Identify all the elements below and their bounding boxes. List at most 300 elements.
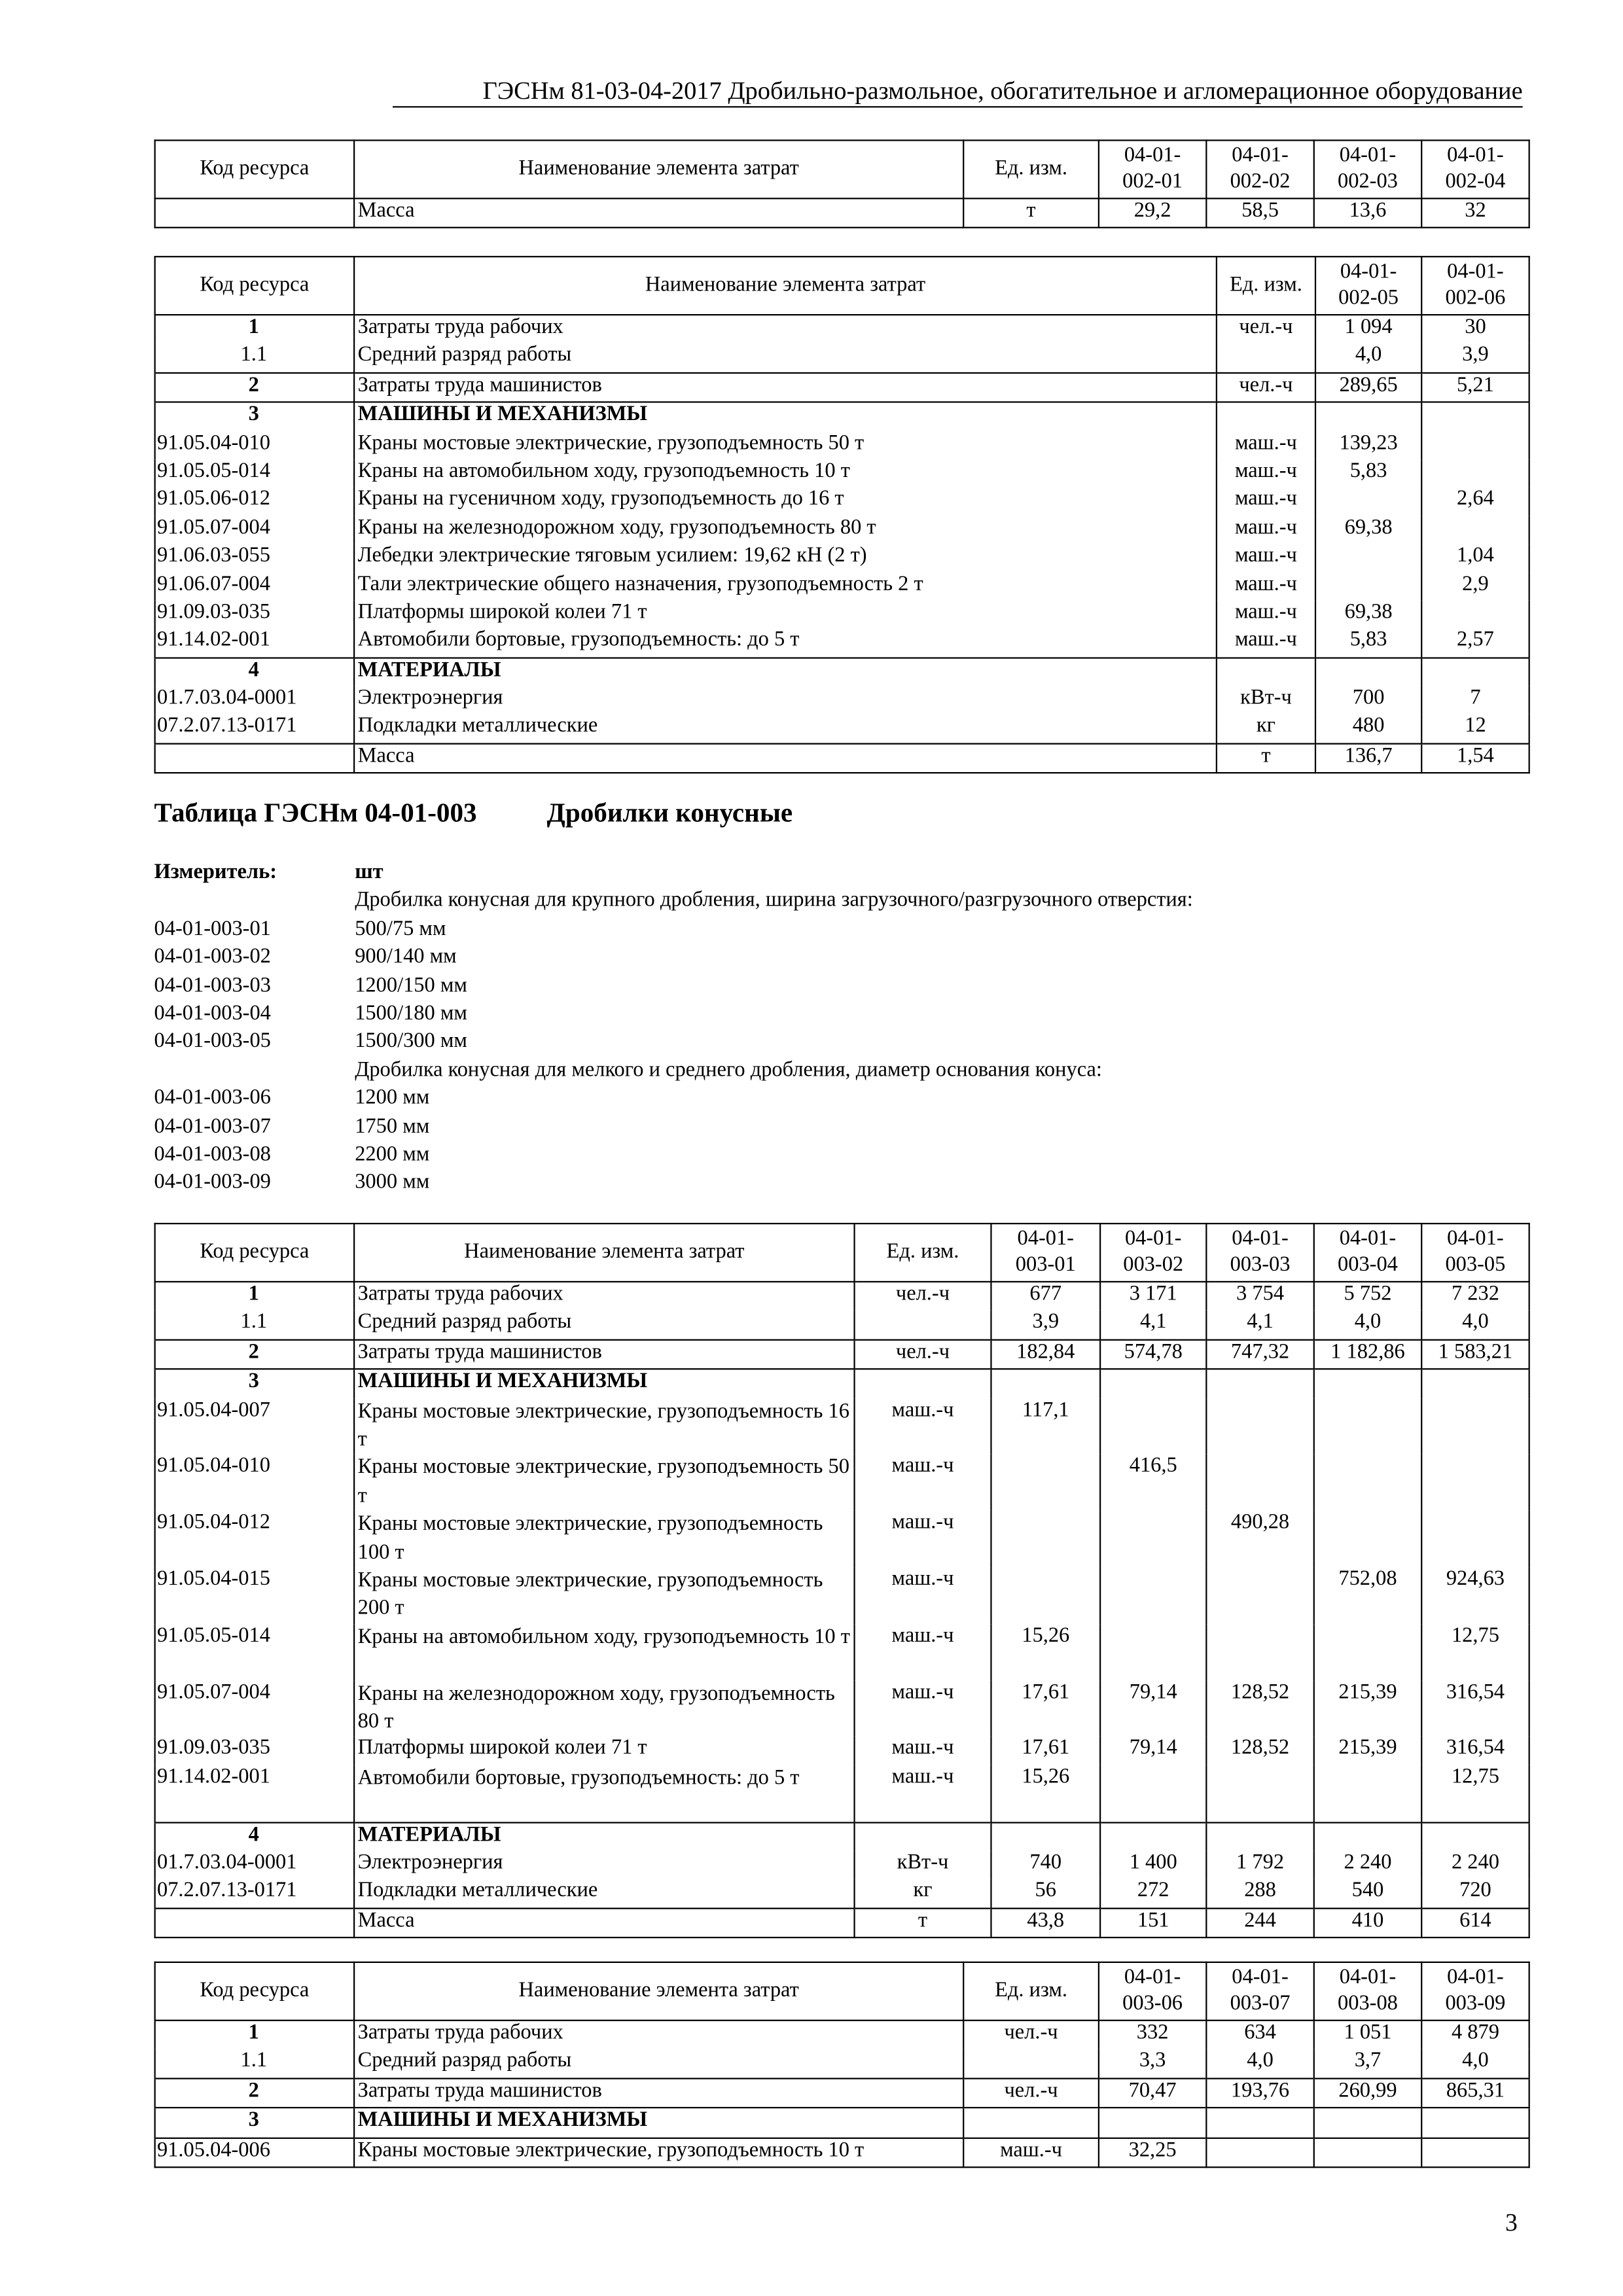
norm-value [991, 1369, 1100, 1398]
table-row [155, 1879, 1529, 1908]
norm-value: 272 [1100, 1879, 1206, 1908]
norm-value: 5,83 [1315, 459, 1421, 487]
resource-unit: маш.-ч [1217, 459, 1315, 487]
norm-description: 1200 мм [355, 1086, 430, 1110]
resource-code: 91.06.07-004 [155, 572, 354, 600]
norm-description: 1500/300 мм [355, 1030, 467, 1053]
norm-value [1315, 544, 1421, 572]
norm-value: 614 [1421, 1908, 1529, 1937]
table-row [155, 2078, 1529, 2108]
norm-value: 182,84 [991, 1339, 1100, 1369]
resource-code: 91.05.07-004 [155, 516, 354, 544]
norm-value: 43,8 [991, 1908, 1100, 1937]
resource-unit: кВт-ч [1217, 686, 1315, 715]
norm-value: 70,47 [1099, 2078, 1206, 2108]
resource-unit [1217, 402, 1315, 431]
norm-value: 1 182,86 [1314, 1339, 1421, 1369]
resource-unit: чел.-ч [963, 2078, 1099, 2108]
norm-value: 139,23 [1315, 431, 1421, 459]
header-norm-code: 04-01- 003-02 [1100, 1224, 1206, 1282]
norm-value: 540 [1314, 1879, 1421, 1908]
resource-unit [1217, 658, 1315, 686]
header-name: Наименование элемента затрат [354, 256, 1217, 315]
resource-code: 91.14.02-001 [155, 629, 354, 658]
norm-value [1421, 1398, 1529, 1455]
norm-value [1314, 1822, 1421, 1851]
resource-code: 91.05.05-014 [155, 1624, 354, 1680]
table-row [155, 686, 1529, 715]
resource-code: 3 [155, 402, 354, 431]
norm-value: 3 171 [1100, 1282, 1206, 1311]
norm-value: 5,21 [1421, 373, 1529, 402]
resource-unit [855, 1822, 991, 1851]
norm-value [991, 1511, 1100, 1567]
norm-value: 634 [1206, 2021, 1313, 2049]
norm-value [1421, 2108, 1529, 2137]
norm-value: 215,39 [1314, 1680, 1421, 1737]
norm-value [1421, 658, 1529, 686]
header-norm-code: 04-01- 002-03 [1314, 140, 1421, 198]
table-row [155, 1339, 1529, 1369]
resource-name: Подкладки металлические [354, 715, 1217, 743]
resource-code: 2 [155, 2078, 354, 2108]
resource-code: 1.1 [155, 344, 354, 372]
header-norm-code: 04-01- 003-01 [991, 1224, 1100, 1282]
resource-code: 91.05.04-015 [155, 1568, 354, 1624]
table-row [155, 459, 1529, 487]
norm-value: 4,0 [1421, 1311, 1529, 1339]
header-code: Код ресурса [155, 256, 354, 315]
norm-code: 04-01-003-09 [154, 1171, 271, 1195]
table-row [155, 1311, 1529, 1339]
norm-value: 260,99 [1314, 2078, 1421, 2108]
resource-unit: т [1217, 743, 1315, 773]
running-header: ГЭСНм 81-03-04-2017 Дробильно-размольное, обогатительное и агломерационное оборудование [482, 77, 1523, 105]
norm-description: 500/75 мм [355, 917, 446, 941]
resource-name: Затраты труда рабочих [354, 2021, 963, 2049]
norm-value: 69,38 [1315, 601, 1421, 629]
resource-code: 91.05.04-010 [155, 431, 354, 459]
norm-value [1421, 1369, 1529, 1398]
header-norm-code: 04-01- 003-07 [1206, 1962, 1313, 2021]
table-row [155, 1568, 1529, 1624]
norm-value: 332 [1099, 2021, 1206, 2049]
resource-name: МАШИНЫ И МЕХАНИЗМЫ [354, 402, 1217, 431]
norm-value: 117,1 [991, 1398, 1100, 1455]
resource-name: Затраты труда рабочих [354, 315, 1217, 344]
resource-unit: маш.-ч [855, 1737, 991, 1765]
norm-value: 1 094 [1315, 315, 1421, 344]
norm-value: 3,7 [1314, 2049, 1421, 2078]
norm-value [1314, 2108, 1421, 2137]
resource-unit [1217, 344, 1315, 372]
resource-code: 3 [155, 2108, 354, 2137]
norm-value: 4,1 [1206, 1311, 1313, 1339]
norm-value: 752,08 [1314, 1568, 1421, 1624]
resource-name: Автомобили бортовые, грузоподъемность: до 5 т [354, 1765, 854, 1822]
norm-value: 316,54 [1421, 1737, 1529, 1765]
measure-label: Измеритель: [154, 860, 277, 885]
norm-value [1206, 1822, 1313, 1851]
norm-value [1421, 1455, 1529, 1511]
resource-name: Краны на железнодорожном ходу, грузоподъемность 80 т [354, 516, 1217, 544]
resource-unit: маш.-ч [855, 1568, 991, 1624]
resource-unit: маш.-ч [855, 1398, 991, 1455]
header-norm-code: 04-01- 002-05 [1315, 256, 1421, 315]
resource-unit: маш.-ч [855, 1680, 991, 1737]
resource-code: 1.1 [155, 1311, 354, 1339]
norm-value: 1,54 [1421, 743, 1529, 773]
norm-value: 747,32 [1206, 1339, 1313, 1369]
resource-code: 91.05.04-006 [155, 2138, 354, 2167]
norm-description: 1200/150 мм [355, 973, 467, 997]
resource-code: 91.14.02-001 [155, 1765, 354, 1822]
table-row [155, 658, 1529, 686]
table-row [155, 1511, 1529, 1567]
resource-code: 1 [155, 2021, 354, 2049]
norm-value [1100, 1398, 1206, 1455]
norm-value: 79,14 [1100, 1737, 1206, 1765]
norm-value: 416,5 [1100, 1455, 1206, 1511]
table-row [155, 601, 1529, 629]
resource-name: МАТЕРИАЛЫ [354, 1822, 854, 1851]
norm-value [1206, 2108, 1313, 2137]
resource-code: 91.05.07-004 [155, 1680, 354, 1737]
norm-value: 69,38 [1315, 516, 1421, 544]
resource-table-003-06-09 [154, 1962, 1530, 2168]
table-row [155, 516, 1529, 544]
norm-value [1100, 1624, 1206, 1680]
resource-name: Тали электрические общего назначения, грузоподъемность 2 т [354, 572, 1217, 600]
resource-code: 07.2.07.13-0171 [155, 1879, 354, 1908]
norm-value: 3,9 [1421, 344, 1529, 372]
table-row [155, 431, 1529, 459]
norm-value: 7 232 [1421, 1282, 1529, 1311]
resource-unit [855, 1311, 991, 1339]
norm-value: 15,26 [991, 1624, 1100, 1680]
norm-value [1100, 1822, 1206, 1851]
resource-code: 91.06.03-055 [155, 544, 354, 572]
norm-value: 410 [1314, 1908, 1421, 1937]
norm-value: 32,25 [1099, 2138, 1206, 2167]
resource-table-003-01-05 [154, 1223, 1530, 1939]
resource-unit: маш.-ч [855, 1765, 991, 1822]
table-number: Таблица ГЭСНм 04-01-003 [154, 800, 477, 829]
resource-unit: маш.-ч [1217, 431, 1315, 459]
resource-name: МАШИНЫ И МЕХАНИЗМЫ [354, 1369, 854, 1398]
norm-value [1206, 1455, 1313, 1511]
table-row [155, 1680, 1529, 1737]
resource-code: 1.1 [155, 2049, 354, 2078]
table-row [155, 1737, 1529, 1765]
resource-name: Краны мостовые электрические, грузоподъемность 200 т [354, 1568, 854, 1624]
resource-code: 91.05.04-012 [155, 1511, 354, 1567]
resource-name: Средний разряд работы [354, 2049, 963, 2078]
norm-value: 574,78 [1100, 1339, 1206, 1369]
resource-name: Краны мостовые электрические, грузоподъемность 100 т [354, 1511, 854, 1567]
resource-code: 4 [155, 1822, 354, 1851]
resource-name: Средний разряд работы [354, 344, 1217, 372]
norm-code: 04-01-003-01 [154, 917, 271, 941]
norm-code: 04-01-003-05 [154, 1030, 271, 1053]
table-row [155, 743, 1529, 773]
norm-code: 04-01-003-07 [154, 1114, 271, 1138]
norm-value [1100, 1568, 1206, 1624]
norm-value [1421, 2138, 1529, 2167]
norm-value: 128,52 [1206, 1680, 1313, 1737]
header-code: Код ресурса [155, 1224, 354, 1282]
norm-value: 2 240 [1421, 1851, 1529, 1879]
norm-value: 2,64 [1421, 487, 1529, 516]
table-row [155, 2049, 1529, 2078]
table-row [155, 1851, 1529, 1879]
norm-value [1421, 601, 1529, 629]
norm-value [1314, 2138, 1421, 2167]
resource-unit: чел.-ч [855, 1282, 991, 1311]
norm-value: 480 [1315, 715, 1421, 743]
norm-value: 12 [1421, 715, 1529, 743]
table-name: Дробилки конусные [546, 800, 793, 829]
norm-value: 289,65 [1315, 373, 1421, 402]
resource-unit [855, 1369, 991, 1398]
norm-value: 288 [1206, 1879, 1313, 1908]
norm-description: 1750 мм [355, 1114, 430, 1138]
resource-unit: чел.-ч [963, 2021, 1099, 2049]
resource-table-002-01-04 [154, 139, 1530, 228]
norm-value: 490,28 [1206, 1511, 1313, 1567]
header-code: Код ресурса [155, 1962, 354, 2021]
resource-code: 91.05.05-014 [155, 459, 354, 487]
resource-unit: кг [855, 1879, 991, 1908]
norm-value: 1 400 [1100, 1851, 1206, 1879]
resource-code: 07.2.07.13-0171 [155, 715, 354, 743]
norm-description: 3000 мм [355, 1171, 430, 1195]
resource-unit: т [963, 198, 1099, 228]
norm-value: 5 752 [1314, 1282, 1421, 1311]
resource-code: 4 [155, 658, 354, 686]
resource-name: Средний разряд работы [354, 1311, 854, 1339]
norm-value [1421, 431, 1529, 459]
norm-value: 2,9 [1421, 572, 1529, 600]
table-row [155, 1282, 1529, 1311]
resource-code: 91.09.03-035 [155, 601, 354, 629]
resource-unit: чел.-ч [1217, 315, 1315, 344]
resource-name: Электроэнергия [354, 686, 1217, 715]
resource-unit: маш.-ч [1217, 487, 1315, 516]
norm-value: 32 [1421, 198, 1529, 228]
norm-code: 04-01-003-03 [154, 973, 271, 997]
norm-value: 30 [1421, 315, 1529, 344]
norm-value: 700 [1315, 686, 1421, 715]
header-norm-code: 04-01- 003-03 [1206, 1224, 1313, 1282]
resource-code: 2 [155, 1339, 354, 1369]
table-title [154, 800, 793, 829]
resource-code: 91.05.04-010 [155, 1455, 354, 1511]
norm-value: 17,61 [991, 1737, 1100, 1765]
resource-unit: маш.-ч [855, 1455, 991, 1511]
norm-value: 4,1 [1100, 1311, 1206, 1339]
resource-code [155, 743, 354, 773]
resource-unit: маш.-ч [855, 1511, 991, 1567]
norm-value [1099, 2108, 1206, 2137]
resource-name: Платформы широкой колеи 71 т [354, 1737, 854, 1765]
resource-name: Затраты труда машинистов [354, 373, 1217, 402]
norm-value: 12,75 [1421, 1765, 1529, 1822]
norm-description: 2200 мм [355, 1142, 430, 1167]
resource-name: Краны на автомобильном ходу, грузоподъемность 10 т [354, 459, 1217, 487]
norm-description: Дробилка конусная для крупного дробления, ширина загрузочного/разгрузочного отверстия: [355, 889, 1193, 913]
norm-value: 136,7 [1315, 743, 1421, 773]
norm-value: 316,54 [1421, 1680, 1529, 1737]
norm-value: 193,76 [1206, 2078, 1313, 2108]
table-row [155, 402, 1529, 431]
norm-value [1100, 1369, 1206, 1398]
norm-value [1206, 1765, 1313, 1822]
table-header-row [155, 256, 1529, 315]
table-row [155, 2138, 1529, 2167]
resource-name: Краны на гусеничном ходу, грузоподъемность до 16 т [354, 487, 1217, 516]
resource-name: Краны на железнодорожном ходу, грузоподъемность 80 т [354, 1680, 854, 1737]
table-row [155, 715, 1529, 743]
norm-value: 4,0 [1314, 1311, 1421, 1339]
header-norm-code: 04-01- 003-08 [1314, 1962, 1421, 2021]
table-row [155, 1398, 1529, 1455]
resource-name: Затраты труда рабочих [354, 1282, 854, 1311]
norm-code: 04-01-003-08 [154, 1142, 271, 1167]
norm-value [1206, 1398, 1313, 1455]
norm-value: 17,61 [991, 1680, 1100, 1737]
norm-value: 1 583,21 [1421, 1339, 1529, 1369]
table-row [155, 344, 1529, 372]
norm-value: 15,26 [991, 1765, 1100, 1822]
header-norm-code: 04-01- 002-04 [1421, 140, 1529, 198]
resource-name: Затраты труда машинистов [354, 1339, 854, 1369]
norm-value: 12,75 [1421, 1624, 1529, 1680]
norm-code: 04-01-003-02 [154, 945, 271, 969]
norm-value: 4 879 [1421, 2021, 1529, 2049]
norm-value [991, 1455, 1100, 1511]
table-row [155, 629, 1529, 658]
norm-value [1421, 402, 1529, 431]
norm-value [1421, 516, 1529, 544]
norm-value: 3,3 [1099, 2049, 1206, 2078]
resource-code: 01.7.03.04-0001 [155, 686, 354, 715]
resource-unit: чел.-ч [855, 1339, 991, 1369]
norm-value: 13,6 [1314, 198, 1421, 228]
header-norm-code: 04-01- 002-06 [1421, 256, 1529, 315]
resource-name: Подкладки металлические [354, 1879, 854, 1908]
norm-value [1421, 1511, 1529, 1567]
resource-table-002-05-06 [154, 256, 1530, 774]
header-unit: Ед. изм. [855, 1224, 991, 1282]
norm-description: 900/140 мм [355, 945, 457, 969]
norm-value [1206, 2138, 1313, 2167]
norm-value [1314, 1455, 1421, 1511]
resource-code: 91.05.06-012 [155, 487, 354, 516]
resource-code [155, 198, 354, 228]
norm-value: 677 [991, 1282, 1100, 1311]
resource-name: Краны мостовые электрические, грузоподъемность 50 т [354, 431, 1217, 459]
resource-unit [963, 2049, 1099, 2078]
resource-code [155, 1908, 354, 1937]
header-norm-code: 04-01- 003-06 [1099, 1962, 1206, 2021]
table-row [155, 544, 1529, 572]
norm-value [1314, 1398, 1421, 1455]
table-header-row [155, 1962, 1529, 2021]
norm-value [1314, 1624, 1421, 1680]
norm-value [1314, 1765, 1421, 1822]
resource-unit: маш.-ч [1217, 544, 1315, 572]
header-rule [393, 106, 1523, 107]
norm-value: 29,2 [1099, 198, 1206, 228]
norm-value: 128,52 [1206, 1737, 1313, 1765]
norm-value [1315, 572, 1421, 600]
table-row [155, 1369, 1529, 1398]
norm-value: 740 [991, 1851, 1100, 1879]
resource-unit: маш.-ч [1217, 516, 1315, 544]
resource-unit: т [855, 1908, 991, 1937]
norm-value: 7 [1421, 686, 1529, 715]
table-row [155, 1624, 1529, 1680]
norm-value: 79,14 [1100, 1680, 1206, 1737]
measure-unit: шт [355, 860, 383, 885]
header-norm-code: 04-01- 003-05 [1421, 1224, 1529, 1282]
norm-value: 244 [1206, 1908, 1313, 1937]
norm-value: 720 [1421, 1879, 1529, 1908]
table-row [155, 1908, 1529, 1937]
norm-code: 04-01-003-06 [154, 1086, 271, 1110]
resource-unit: кВт-ч [855, 1851, 991, 1879]
resource-name: Автомобили бортовые, грузоподъемность: до 5 т [354, 629, 1217, 658]
header-unit: Ед. изм. [963, 140, 1099, 198]
norm-value: 4,0 [1206, 2049, 1313, 2078]
table-row [155, 572, 1529, 600]
resource-name: Масса [354, 743, 1217, 773]
page-number: 3 [1505, 2208, 1518, 2236]
resource-code: 91.09.03-035 [155, 1737, 354, 1765]
resource-unit [963, 2108, 1099, 2137]
resource-name: Затраты труда машинистов [354, 2078, 963, 2108]
table-row [155, 1455, 1529, 1511]
resource-code: 2 [155, 373, 354, 402]
norm-value [1314, 1511, 1421, 1567]
resource-code: 1 [155, 315, 354, 344]
header-norm-code: 04-01- 003-04 [1314, 1224, 1421, 1282]
norm-value [991, 1822, 1100, 1851]
header-norm-code: 04-01- 002-02 [1206, 140, 1313, 198]
norm-value: 924,63 [1421, 1568, 1529, 1624]
norm-value: 4,0 [1421, 2049, 1529, 2078]
table-row [155, 2108, 1529, 2137]
header-code: Код ресурса [155, 140, 354, 198]
norm-value: 215,39 [1314, 1737, 1421, 1765]
norm-value [1314, 1369, 1421, 1398]
norm-value: 1 051 [1314, 2021, 1421, 2049]
header-norm-code: 04-01- 003-09 [1421, 1962, 1529, 2021]
resource-unit: кг [1217, 715, 1315, 743]
resource-code: 01.7.03.04-0001 [155, 1851, 354, 1879]
table-row [155, 373, 1529, 402]
table-row [155, 198, 1529, 228]
norm-value [1206, 1624, 1313, 1680]
norm-value [1421, 459, 1529, 487]
norm-value [1100, 1511, 1206, 1567]
norm-value [1315, 658, 1421, 686]
table-row [155, 2021, 1529, 2049]
table-row [155, 315, 1529, 344]
table-header-row [155, 1224, 1529, 1282]
header-name: Наименование элемента затрат [354, 1962, 963, 2021]
